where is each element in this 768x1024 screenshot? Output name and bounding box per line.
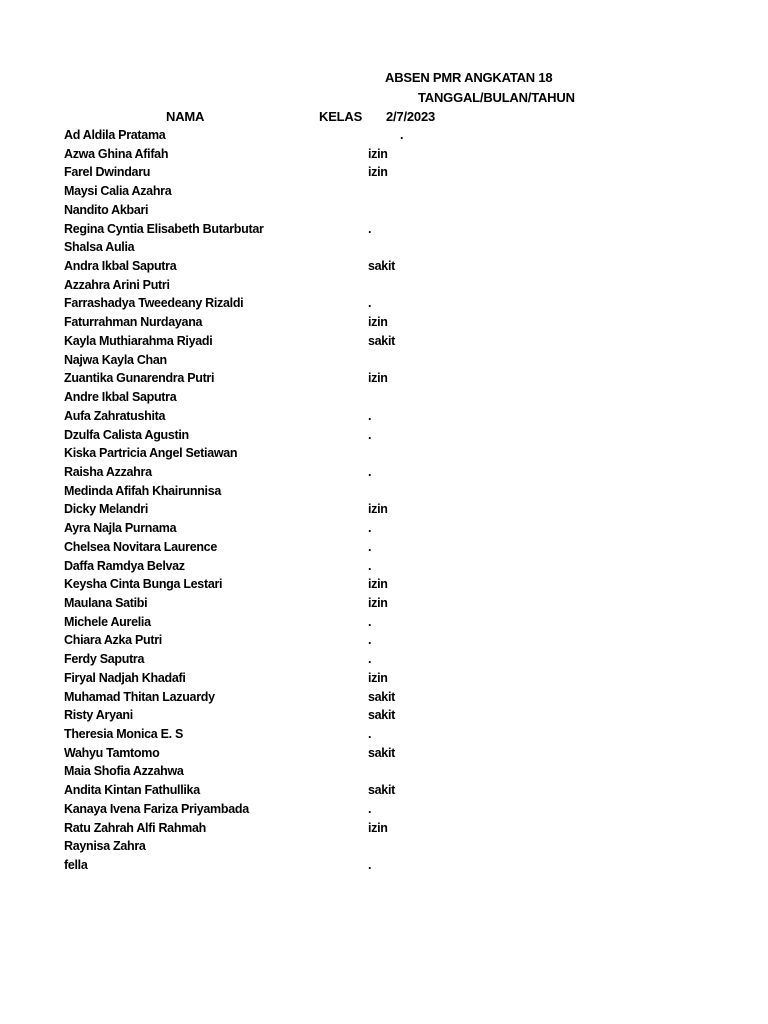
table-row	[0, 295, 768, 314]
column-header-nama: NAMA	[166, 109, 205, 124]
attendance-status: .	[368, 464, 372, 479]
attendance-status: izin	[368, 820, 388, 835]
table-row	[0, 183, 768, 202]
student-name: Risty Aryani	[64, 708, 133, 723]
table-row	[0, 370, 768, 389]
table-row	[0, 501, 768, 520]
attendance-status: izin	[368, 165, 388, 180]
attendance-status: sakit	[368, 783, 395, 798]
column-header-kelas: KELAS	[319, 109, 363, 124]
table-row	[0, 651, 768, 670]
student-name: Maia Shofia Azzahwa	[64, 764, 184, 779]
table-row	[0, 389, 768, 408]
student-name: Dicky Melandri	[64, 502, 149, 517]
table-row	[0, 277, 768, 296]
table-row	[0, 614, 768, 633]
attendance-status: sakit	[368, 708, 395, 723]
student-name: Dzulfa Calista Agustin	[64, 427, 189, 442]
attendance-status: sakit	[368, 689, 395, 704]
student-name: Chelsea Novitara Laurence	[64, 539, 217, 554]
table-row	[0, 689, 768, 708]
date-label: TANGGAL/BULAN/TAHUN	[418, 90, 575, 105]
table-row	[0, 726, 768, 745]
student-name: Kanaya Ivena Fariza Priyambada	[64, 801, 249, 816]
attendance-status: izin	[368, 315, 388, 330]
student-name: Azwa Ghina Afifah	[64, 146, 169, 161]
student-name: Andre Ikbal Saputra	[64, 390, 177, 405]
student-name: Ad Aldila Pratama	[64, 128, 166, 142]
attendance-status: .	[368, 221, 372, 236]
student-name: Zuantika Gunarendra Putri	[64, 371, 215, 386]
student-name: Muhamad Thitan Lazuardy	[64, 689, 215, 704]
attendance-status: .	[368, 801, 372, 816]
table-row	[0, 838, 768, 857]
table-row	[0, 258, 768, 277]
student-name: Ferdy Saputra	[64, 652, 145, 667]
student-name: Faturrahman Nurdayana	[64, 315, 203, 330]
table-row	[0, 763, 768, 782]
attendance-status: .	[368, 521, 372, 536]
table-row	[0, 670, 768, 689]
attendance-status: .	[368, 614, 372, 629]
table-row	[0, 801, 768, 820]
attendance-status: .	[368, 858, 372, 873]
student-name: Andita Kintan Fathullika	[64, 783, 200, 798]
table-row	[0, 127, 768, 146]
student-name: Shalsa Aulia	[64, 240, 135, 255]
attendance-status: .	[400, 128, 404, 142]
table-row	[0, 632, 768, 651]
table-row	[0, 352, 768, 371]
table-row	[0, 483, 768, 502]
attendance-status: izin	[368, 670, 388, 685]
table-row	[0, 146, 768, 165]
table-row	[0, 558, 768, 577]
student-name: Daffa Ramdya Belvaz	[64, 558, 185, 573]
table-row	[0, 745, 768, 764]
student-name: Nandito Akbari	[64, 202, 149, 217]
table-row	[0, 164, 768, 183]
attendance-list	[0, 127, 768, 876]
student-name: Maulana Satibi	[64, 595, 148, 610]
sheet-title: ABSEN PMR ANGKATAN 18	[385, 70, 553, 85]
student-name: Firyal Nadjah Khadafi	[64, 670, 186, 685]
student-name: Farrashadya Tweedeany Rizaldi	[64, 296, 244, 311]
attendance-status: .	[368, 539, 372, 554]
table-row	[0, 408, 768, 427]
table-row	[0, 239, 768, 258]
student-name: Ayra Najla Purnama	[64, 521, 177, 536]
table-row	[0, 427, 768, 446]
student-name: fella	[64, 858, 88, 873]
student-name: Theresia Monica E. S	[64, 727, 184, 741]
student-name: Raisha Azzahra	[64, 464, 152, 479]
student-name: Chiara Azka Putri	[64, 633, 162, 648]
student-name: Aufa Zahratushita	[64, 408, 166, 423]
student-name: Raynisa Zahra	[64, 839, 146, 854]
attendance-status: .	[368, 427, 372, 442]
attendance-status: .	[368, 296, 372, 311]
student-name: Azzahra Arini Putri	[64, 277, 170, 292]
table-row	[0, 520, 768, 539]
student-name: Najwa Kayla Chan	[64, 352, 167, 367]
date-value: 2/7/2023	[386, 109, 436, 124]
table-row	[0, 576, 768, 595]
attendance-status: izin	[368, 595, 388, 610]
student-name: Keysha Cinta Bunga Lestari	[64, 577, 223, 592]
table-row	[0, 202, 768, 221]
table-row	[0, 221, 768, 240]
table-row	[0, 857, 768, 876]
attendance-status: izin	[368, 371, 388, 386]
attendance-status: sakit	[368, 333, 395, 348]
student-name: Farel Dwindaru	[64, 165, 151, 180]
table-row	[0, 333, 768, 352]
attendance-status: .	[368, 633, 372, 648]
table-row	[0, 539, 768, 558]
student-name: Medinda Afifah Khairunnisa	[64, 483, 222, 498]
attendance-status: izin	[368, 577, 388, 592]
attendance-status: izin	[368, 146, 388, 161]
table-row	[0, 707, 768, 726]
table-row	[0, 820, 768, 839]
attendance-status: sakit	[368, 745, 395, 760]
table-row	[0, 595, 768, 614]
student-name: Regina Cyntia Elisabeth Butarbutar	[64, 221, 264, 236]
attendance-status: .	[368, 408, 372, 423]
attendance-status: .	[368, 727, 372, 741]
student-name: Michele Aurelia	[64, 614, 151, 629]
table-row	[0, 464, 768, 483]
student-name: Kiska Partricia Angel Setiawan	[64, 446, 238, 461]
student-name: Andra Ikbal Saputra	[64, 259, 177, 274]
table-row	[0, 314, 768, 333]
student-name: Kayla Muthiarahma Riyadi	[64, 333, 213, 348]
attendance-status: sakit	[368, 259, 395, 274]
attendance-status: .	[368, 652, 372, 667]
attendance-status: .	[368, 558, 372, 573]
attendance-status: izin	[368, 502, 388, 517]
table-row	[0, 445, 768, 464]
student-name: Ratu Zahrah Alfi Rahmah	[64, 820, 206, 835]
table-row	[0, 782, 768, 801]
student-name: Wahyu Tamtomo	[64, 745, 160, 760]
student-name: Maysi Calia Azahra	[64, 184, 172, 199]
